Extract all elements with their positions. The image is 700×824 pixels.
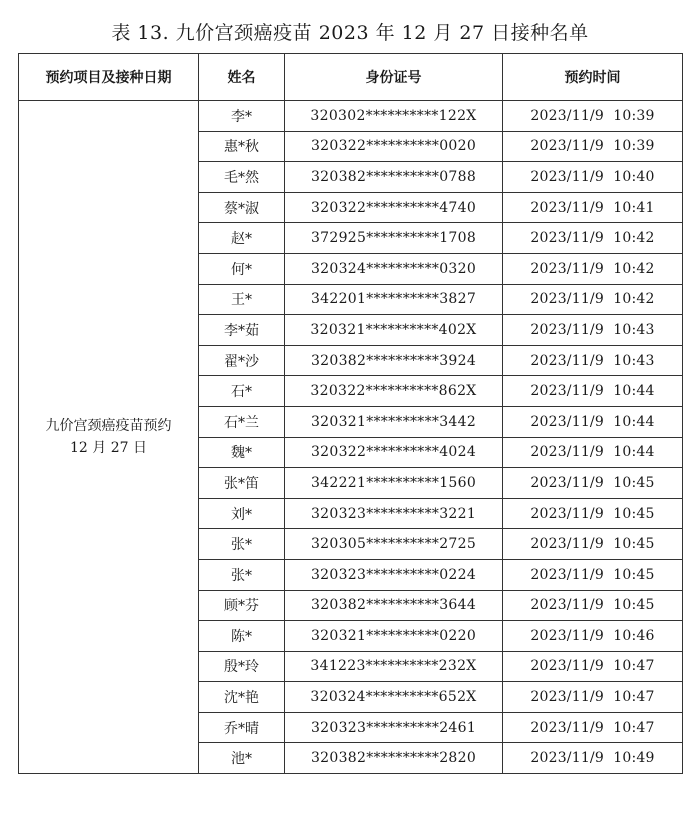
name-cell: 张* — [199, 559, 285, 590]
vaccination-date-text: 12 月 27 日 — [70, 440, 147, 457]
vaccination-roster-table — [18, 53, 683, 774]
appointment-time-cell: 2023/11/9 10:44 — [503, 437, 683, 468]
name-cell: 殷*玲 — [199, 651, 285, 682]
appointment-time-cell: 2023/11/9 10:39 — [503, 131, 683, 162]
table-header-row — [19, 54, 683, 101]
appointment-time-cell: 2023/11/9 10:45 — [503, 590, 683, 621]
name-cell: 魏* — [199, 437, 285, 468]
name-cell: 惠*秋 — [199, 131, 285, 162]
header-project-date: 预约项目及接种日期 — [19, 54, 199, 101]
header-appointment-time: 预约时间 — [503, 54, 683, 101]
id-number-cell: 320302**********122X — [285, 101, 503, 132]
appointment-time-cell: 2023/11/9 10:46 — [503, 621, 683, 652]
appointment-time-cell: 2023/11/9 10:47 — [503, 651, 683, 682]
appointment-time-cell: 2023/11/9 10:42 — [503, 223, 683, 254]
document-title: 表 13. 九价宫颈癌疫苗 2023 年 12 月 27 日接种名单 — [111, 22, 589, 44]
name-cell: 石* — [199, 376, 285, 407]
id-number-cell: 320322**********4740 — [285, 192, 503, 223]
appointment-time-cell: 2023/11/9 10:45 — [503, 468, 683, 499]
id-number-cell: 320322**********0020 — [285, 131, 503, 162]
appointment-time-cell: 2023/11/9 10:43 — [503, 345, 683, 376]
appointment-time-cell: 2023/11/9 10:45 — [503, 529, 683, 560]
name-cell: 蔡*淑 — [199, 192, 285, 223]
id-number-cell: 342221**********1560 — [285, 468, 503, 499]
id-number-cell: 341223**********232X — [285, 651, 503, 682]
name-cell: 李* — [199, 101, 285, 132]
name-cell: 池* — [199, 743, 285, 774]
id-number-cell: 320382**********3924 — [285, 345, 503, 376]
name-cell: 赵* — [199, 223, 285, 254]
name-cell: 乔*晴 — [199, 712, 285, 743]
name-cell: 李*茹 — [199, 315, 285, 346]
id-number-cell: 320323**********0224 — [285, 559, 503, 590]
name-cell: 陈* — [199, 621, 285, 652]
appointment-time-cell: 2023/11/9 10:41 — [503, 192, 683, 223]
id-number-cell: 320323**********2461 — [285, 712, 503, 743]
id-number-cell: 320321**********3442 — [285, 406, 503, 437]
appointment-time-cell: 2023/11/9 10:40 — [503, 162, 683, 193]
header-name: 姓名 — [199, 54, 285, 101]
id-number-cell: 320321**********0220 — [285, 621, 503, 652]
project-name-text: 九价宫颈癌疫苗预约 — [45, 418, 172, 435]
project-date-cell — [19, 101, 199, 774]
id-number-cell: 320382**********0788 — [285, 162, 503, 193]
id-number-cell: 320321**********402X — [285, 315, 503, 346]
name-cell: 张* — [199, 529, 285, 560]
appointment-time-cell: 2023/11/9 10:39 — [503, 101, 683, 132]
name-cell: 石*兰 — [199, 406, 285, 437]
appointment-time-cell: 2023/11/9 10:45 — [503, 498, 683, 529]
appointment-time-cell: 2023/11/9 10:43 — [503, 315, 683, 346]
name-cell: 毛*然 — [199, 162, 285, 193]
header-id-number: 身份证号 — [285, 54, 503, 101]
table-row — [19, 101, 683, 132]
id-number-cell: 320324**********652X — [285, 682, 503, 713]
appointment-time-cell: 2023/11/9 10:44 — [503, 376, 683, 407]
table-body — [19, 101, 683, 774]
id-number-cell: 320322**********4024 — [285, 437, 503, 468]
id-number-cell: 320324**********0320 — [285, 253, 503, 284]
appointment-time-cell: 2023/11/9 10:49 — [503, 743, 683, 774]
name-cell: 刘* — [199, 498, 285, 529]
appointment-time-cell: 2023/11/9 10:42 — [503, 253, 683, 284]
id-number-cell: 320305**********2725 — [285, 529, 503, 560]
name-cell: 王* — [199, 284, 285, 315]
id-number-cell: 320382**********3644 — [285, 590, 503, 621]
name-cell: 顾*芬 — [199, 590, 285, 621]
appointment-time-cell: 2023/11/9 10:47 — [503, 712, 683, 743]
id-number-cell: 372925**********1708 — [285, 223, 503, 254]
id-number-cell: 342201**********3827 — [285, 284, 503, 315]
name-cell: 翟*沙 — [199, 345, 285, 376]
appointment-time-cell: 2023/11/9 10:47 — [503, 682, 683, 713]
appointment-time-cell: 2023/11/9 10:45 — [503, 559, 683, 590]
id-number-cell: 320322**********862X — [285, 376, 503, 407]
appointment-time-cell: 2023/11/9 10:42 — [503, 284, 683, 315]
name-cell: 沈*艳 — [199, 682, 285, 713]
id-number-cell: 320323**********3221 — [285, 498, 503, 529]
name-cell: 何* — [199, 253, 285, 284]
name-cell: 张*笛 — [199, 468, 285, 499]
appointment-time-cell: 2023/11/9 10:44 — [503, 406, 683, 437]
id-number-cell: 320382**********2820 — [285, 743, 503, 774]
